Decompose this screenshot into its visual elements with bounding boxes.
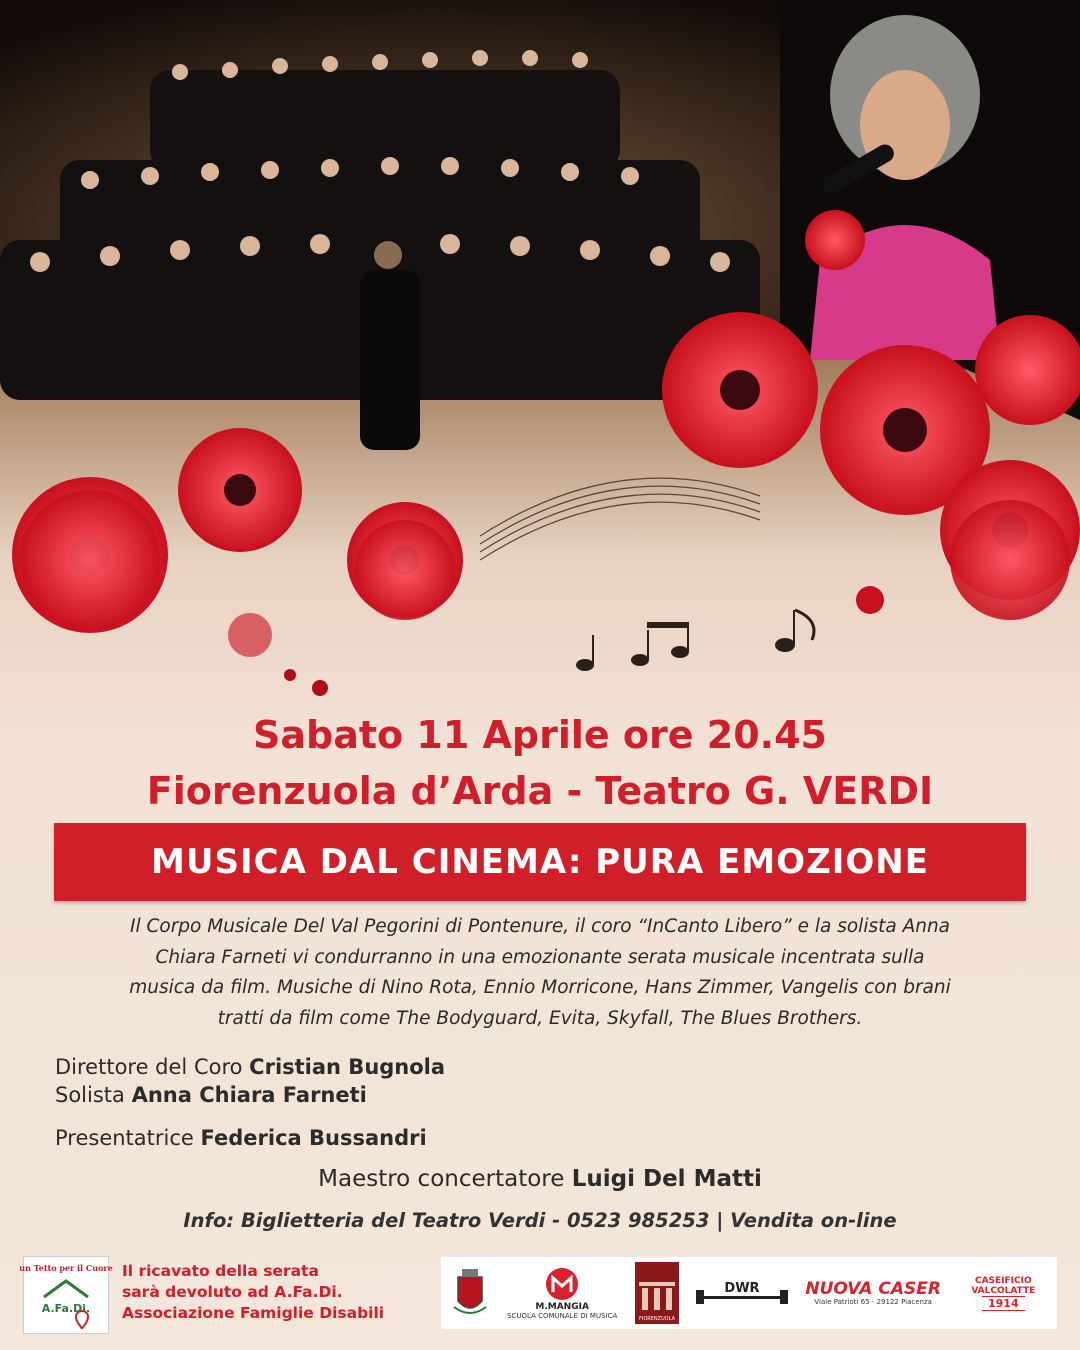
sponsor-fiorenzuola — [635, 1262, 679, 1324]
description-line: Chiara Farneti vi condurranno in una emozionante serata musicale incentrata sulla — [155, 946, 925, 968]
afadi-logo-name: A.Fa.Di. — [41, 1302, 91, 1315]
credit-name: Anna Chiara Farneti — [131, 1083, 367, 1107]
ticket-info: Info: Biglietteria del Teatro Verdi - 0523 985253 | Vendita on-line — [183, 1209, 897, 1232]
credit-choir-director — [55, 1055, 445, 1079]
concert-stage-image — [0, 0, 1080, 560]
event-date-time: Sabato 11 Aprile ore 20.45 — [253, 713, 827, 757]
sponsor-name: DWR — [724, 1281, 760, 1296]
description-line: Il Corpo Musicale Del Val Pegorini di Pontenure, il coro “InCanto Libero” e la solista Anna — [129, 916, 951, 937]
credit-role: Presentatrice — [55, 1126, 194, 1150]
afadi-logo-tagline: un Tetto per il Cuore — [19, 1263, 113, 1273]
proceeds-line: sarà devoluto ad A.Fa.Di. — [122, 1283, 343, 1301]
sponsor-name: FIORENZUOLA — [638, 1316, 675, 1322]
sponsor-mmangia — [507, 1266, 617, 1320]
sponsor-name: NUOVA CASER — [805, 1279, 941, 1299]
credit-role: Direttore del Coro — [55, 1055, 243, 1079]
credit-soloist — [55, 1083, 367, 1107]
proceeds-line: Il ricavato della serata — [122, 1262, 319, 1280]
credit-maestro — [0, 1166, 1080, 1192]
maestro-name: Luigi Del Matti — [571, 1166, 762, 1192]
sponsor-dwr — [696, 1278, 788, 1308]
sponsor-sub: Viale Patrioti 65 - 29122 Piacenza — [814, 1298, 932, 1306]
credit-name: Federica Bussandri — [200, 1126, 427, 1150]
coat-of-arms-icon — [450, 1267, 490, 1319]
proceeds-note — [122, 1261, 384, 1324]
sponsor-name: CASEIFICIO VALCOLATTE — [971, 1275, 1036, 1296]
event-title: MUSICA DAL CINEMA: PURA EMOZIONE — [151, 842, 929, 882]
afadi-logo — [19, 1256, 113, 1334]
sponsor-nuova-caser — [805, 1280, 941, 1306]
credit-presenter — [55, 1126, 427, 1150]
sponsor-sub: SCUOLA COMUNALE DI MUSICA — [507, 1312, 618, 1320]
sponsor-sub: 1914 — [982, 1296, 1025, 1311]
event-title-banner — [54, 823, 1026, 901]
flowers-decoration — [0, 560, 1080, 710]
description-line: tratti da film come The Bodyguard, Evita, Skyfall, The Blues Brothers. — [217, 1007, 863, 1029]
event-description — [64, 912, 1016, 1034]
sponsor-logos — [441, 1257, 1057, 1329]
event-venue: Fiorenzuola d’Arda - Teatro G. VERDI — [146, 769, 934, 813]
proceeds-line: Associazione Famiglie Disabili — [122, 1304, 385, 1322]
description-line: musica da film. Musiche di Nino Rota, Ennio Morricone, Hans Zimmer, Vangelis con brani — [129, 977, 951, 998]
sponsor-valcolatte — [958, 1276, 1048, 1311]
credit-name: Cristian Bugnola — [249, 1055, 446, 1079]
maestro-role: Maestro concertatore — [318, 1166, 565, 1192]
credit-role: Solista — [55, 1083, 125, 1107]
sponsor-name: M.MANGIA — [535, 1302, 589, 1312]
